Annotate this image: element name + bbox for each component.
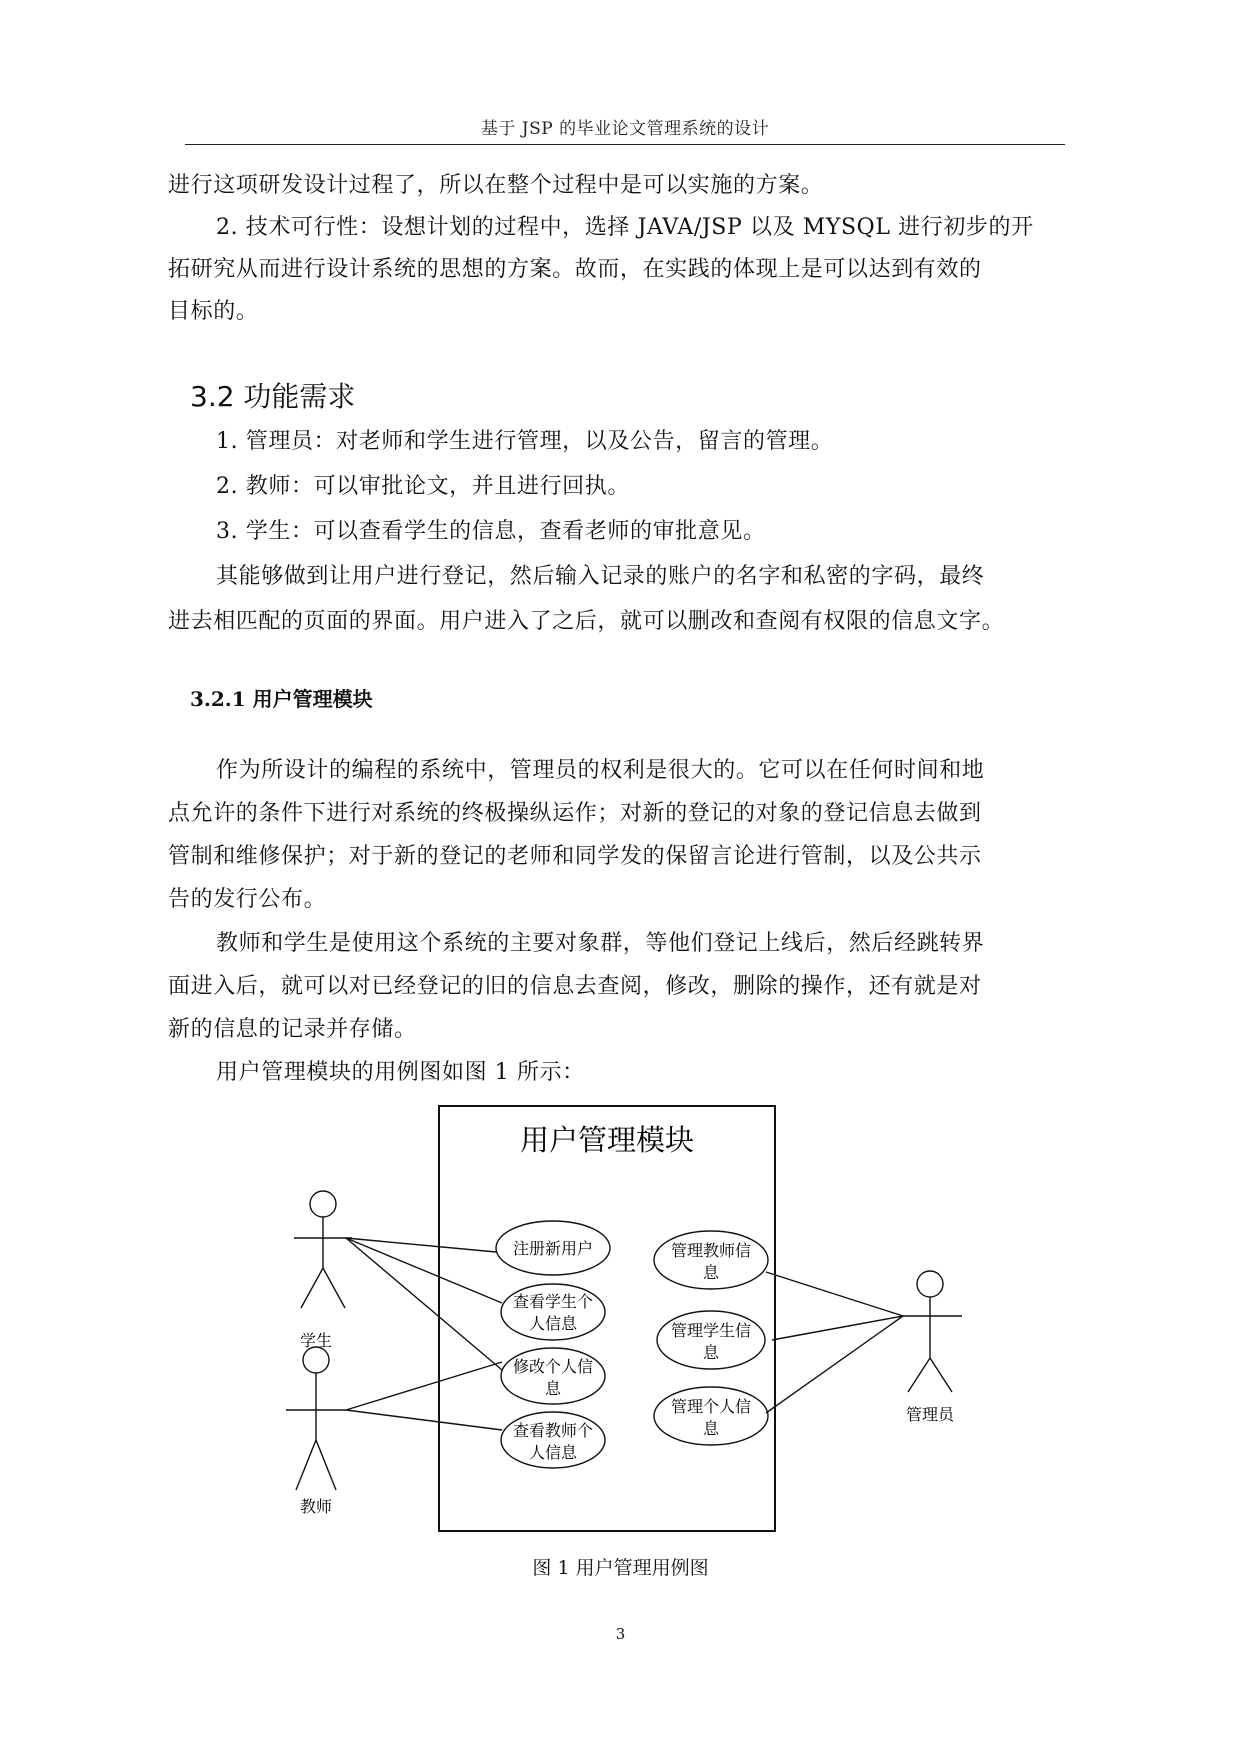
svg-text:查看学生个: 查看学生个 [512,1292,594,1311]
subsection-heading: 3.2.1 用户管理模块 [190,687,373,711]
paragraph-line: 进去相匹配的页面的界面。用户进入了之后，就可以删改和查阅有权限的信息文字。 [168,609,1005,634]
system-boundary [439,1106,775,1531]
use-case-manage-personal-info [654,1387,768,1445]
figure-caption: 图 1 用户管理用例图 [532,1557,709,1579]
student-actor-label: 学生 [299,1331,333,1350]
use-case-view-student-info [501,1284,605,1340]
paragraph-line: 用户管理模块的用例图如图 1 所示： [216,1060,585,1085]
admin-actor-label: 管理员 [905,1405,955,1424]
use-case-edit-personal-info [501,1348,605,1404]
use-case-register [496,1221,610,1275]
svg-text:注册新用户: 注册新用户 [512,1239,594,1258]
paragraph-line: 告的发行公布。 [168,887,327,912]
svg-text:修改个人信: 修改个人信 [512,1357,594,1376]
svg-text:息: 息 [702,1263,720,1282]
paragraph-line: 教师和学生是使用这个系统的主要对象群，等他们登记上线后，然后经跳转界 [216,931,985,956]
paragraph-line: 点允许的条件下进行对系统的终极操纵运作；对新的登记的对象的登记信息去做到 [168,801,982,826]
paragraph-line: 管制和维修保护；对于新的登记的老师和同学发的保留言论进行管制，以及公共示 [168,844,982,869]
page-number: 3 [615,1625,626,1643]
header-rule [185,144,1065,145]
list-item: 2. 教师：可以审批论文，并且进行回执。 [216,474,630,499]
use-case-manage-teacher-info [654,1231,768,1289]
list-item: 1. 管理员：对老师和学生进行管理，以及公告，留言的管理。 [216,429,834,454]
svg-text:管理教师信: 管理教师信 [670,1241,752,1260]
admin-actor [903,1271,962,1392]
svg-text:查看教师个: 查看教师个 [512,1421,594,1440]
paragraph-line: 作为所设计的编程的系统中，管理员的权利是很大的。它可以在任何时间和地 [216,758,985,783]
paragraph-line: 2. 技术可行性：设想计划的过程中，选择 JAVA/JSP 以及 MYSQL 进行初步的开 [216,215,1034,240]
use-case-view-teacher-info [501,1412,605,1468]
svg-text:管理个人信: 管理个人信 [670,1397,752,1416]
association-lines [346,1238,903,1430]
svg-text:息: 息 [702,1343,720,1362]
paragraph-line: 新的信息的记录并存储。 [168,1017,417,1042]
svg-text:管理学生信: 管理学生信 [670,1321,752,1340]
use-case-diagram [280,1100,980,1550]
use-case-manage-student-info [657,1311,765,1369]
running-header: 基于 JSP 的毕业论文管理系统的设计 [480,119,770,139]
teacher-actor-label: 教师 [299,1497,333,1516]
svg-text:息: 息 [702,1419,720,1438]
paragraph-line: 目标的。 [168,299,259,324]
student-actor [294,1191,352,1308]
paragraph-line: 其能够做到让用户进行登记，然后输入记录的账户的名字和私密的字码，最终 [216,564,985,589]
paragraph-line: 进行这项研发设计过程了，所以在整个过程中是可以实施的方案。 [168,173,824,198]
paragraph-line: 拓研究从而进行设计系统的思想的方案。故而，在实践的体现上是可以达到有效的 [168,257,982,282]
section-heading: 3.2 功能需求 [190,380,356,413]
teacher-actor [286,1347,346,1490]
svg-text:人信息: 人信息 [528,1443,578,1462]
system-title: 用户管理模块 [519,1123,695,1157]
list-item: 3. 学生：可以查看学生的信息，查看老师的审批意见。 [216,519,766,544]
paragraph-line: 面进入后，就可以对已经登记的旧的信息去查阅，修改，删除的操作，还有就是对 [168,974,982,999]
svg-text:息: 息 [544,1379,562,1398]
svg-text:人信息: 人信息 [528,1314,578,1333]
